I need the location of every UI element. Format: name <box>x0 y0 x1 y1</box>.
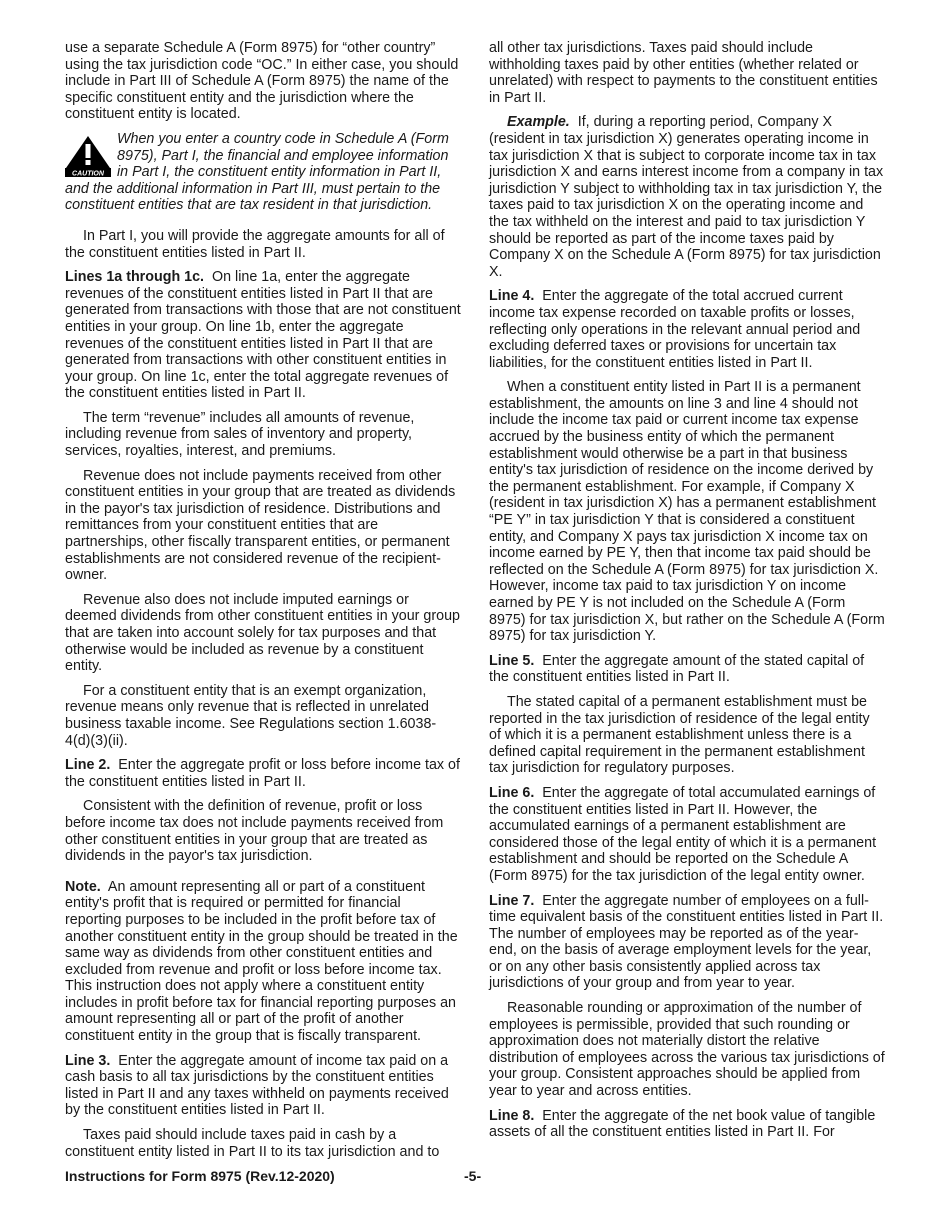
note-heading: Note. <box>65 878 101 895</box>
paragraph: Taxes paid should include taxes paid in cash by a constituent entity listed in Part II to its tax jurisdiction and to <box>65 1127 440 1160</box>
paragraph: Reasonable rounding or approximation of the number of employees is permissible, provided that such rounding or approximation does not materially distort the relative distribution of employees across the various tax jurisdictions of your group. Consistent approaches should be applied from year to year and across entities. <box>489 1000 885 1100</box>
paragraph: Revenue does not include payments received from other constituent entities in your group that are treated as dividends in the payor's tax jurisdiction of residence. Distributions and remittances from your constituent entities that are partnerships, other fiscally transparent entities, or permanent establishments are not considered revenue of the recipient-owner. <box>65 467 456 584</box>
section-heading: Line 8. <box>489 1107 535 1124</box>
section-text: Enter the aggregate of the total accrued current income tax expense recorded on taxable profits or losses, reflecting only operations in the relevant annual period and excluding deferred taxes or provisions for uncertain tax liabilities, for the constituent entities listed in Part II. <box>489 288 861 371</box>
section-heading: Line 6. <box>489 784 535 801</box>
paragraph: The term “revenue” includes all amounts of revenue, including revenue from sales of inventory and property, services, royalties, interest, and premiums. <box>65 409 415 460</box>
section-heading: Line 3. <box>65 1052 111 1069</box>
footer-title: Instructions for Form 8975 (Rev.12-2020) <box>65 1168 335 1184</box>
example-text: If, during a reporting period, Company X (resident in tax jurisdiction X) generates operating income in tax jurisdiction X that is subject to corporate income tax in tax jurisdiction X and earns interest income from a company in tax jurisdiction Y subject to withholding tax in tax jurisdiction Y, the taxes paid to tax jurisdiction X on the operating income and the tax withheld on the interest and paid to tax jurisdiction Y should be reported as part of the income taxes paid by Company X on the Schedule A (Form 8975) for tax jurisdiction X. <box>489 114 884 280</box>
paragraph: Revenue also does not include imputed earnings or deemed dividends from other constituent entities in your group that are taken into account solely for tax purposes and that otherwise would be included as revenue by a constituent entity. <box>65 591 460 675</box>
section-text: Enter the aggregate number of employees on a full-time equivalent basis of the constituent entities listed in Part II. The number of employees may be reported as of the year-end, on the basis of average employment levels for the year, or on any other basis consistently applied across tax jurisdictions of your group and from year to year. <box>489 892 884 992</box>
note-text: An amount representing all or part of a constituent entity's profit that is required or permitted for financial reporting purposes to be included in the profit before tax of another constituent entity in the group should be treated in the same way as dividends from other constituent entities and excluded from revenue and profit or loss before income tax. This instruction does not apply where a constituent entity includes in profit before tax for financial reporting purposes an amount representing all or part of the profit of another constituent entity in the group that is fiscally transparent. <box>65 878 458 1045</box>
paragraph: all other tax jurisdictions. Taxes paid should include withholding taxes paid by other entities (whether related or unrelated) with respect to payments to the constituent entities in Part II. <box>489 40 878 106</box>
note <box>65 879 461 1045</box>
section-heading: Line 7. <box>489 892 535 909</box>
example-heading: Example. <box>507 114 570 131</box>
paragraph: Consistent with the definition of revenue, profit or loss before income tax does not include payments received from other constituent entities in your group that are treated as dividends in the payor's tax jurisdiction. <box>65 798 444 865</box>
paragraph: use a separate Schedule A (Form 8975) for “other country” using the tax jurisdiction code “OC.” In either case, you should include in Part III of Schedule A (Form 8975) the name of the specific constituent entity and the jurisdiction where the constituent entity is located. <box>65 40 459 123</box>
page-number: -5- <box>464 1168 482 1184</box>
right-column <box>489 40 885 1149</box>
section-text: On line 1a, enter the aggregate revenues of the constituent entities listed in Part II that are generated from transactions with those that are not constituent entities in your group. On line 1b, enter the aggregate revenues of the constituent entities listed in Part II that are generated from transactions with other constituent entities in your group. On line 1c, enter the total aggregate revenues of the constituent entities listed in Part II. <box>65 269 461 402</box>
section-heading: Line 5. <box>489 652 535 669</box>
section-line-5 <box>489 653 885 686</box>
paragraph: When a constituent entity listed in Part II is a permanent establishment, the amounts on line 3 and line 4 should not include the income tax paid or current income tax expense accrued by the business entity of which the permanent establishment would otherwise be a part in that business entity's tax jurisdiction of residence on the income derived by the permanent establishment. For example, if Company X (resident in tax jurisdiction X) has a permanent establishment “PE Y” in tax jurisdiction Y that is considered a constituent entity, and Company X pays tax jurisdiction X income tax on income earned by PE Y, then that income tax paid should be reflected on the Schedule A (Form 8975) for tax jurisdiction X. However, income tax paid to tax jurisdiction Y on income earned by PE Y is not included on the Schedule A (Form 8975) for tax jurisdiction X, but rather on the Schedule A (Form 8975) for tax jurisdiction Y. <box>489 379 885 645</box>
section-line-3 <box>65 1053 461 1119</box>
paragraph: In Part I, you will provide the aggregate amounts for all of the constituent entities listed in Part II. <box>65 227 445 261</box>
section-text: Enter the aggregate profit or loss before income tax of the constituent entities listed in Part II. <box>65 757 460 790</box>
section-line-7 <box>489 893 885 993</box>
section-line-8 <box>489 1108 885 1141</box>
caution-note <box>65 131 461 214</box>
section-text: Enter the aggregate amount of income tax paid on a cash basis to all tax jurisdictions by the constituent entities listed in Part II and any taxes withheld on payments received by the constituent entities listed in Part II. <box>65 1052 449 1119</box>
example <box>489 114 885 280</box>
section-lines-1a-1c <box>65 269 461 402</box>
caution-label: CAUTION <box>72 170 104 177</box>
section-text: Enter the aggregate of the net book value of tangible assets of all the constituent entities listed in Part II. For <box>489 1107 876 1141</box>
section-text: Enter the aggregate amount of the stated capital of the constituent entities listed in Part II. <box>489 652 865 686</box>
section-heading: Lines 1a through 1c. <box>65 269 205 286</box>
section-line-2 <box>65 757 461 790</box>
section-heading: Line 2. <box>65 757 111 774</box>
section-line-6 <box>489 785 885 885</box>
caution-text: When you enter a country code in Schedule A (Form 8975), Part I, the financial and employee information in Part I, the constituent entity information in Part II, and the additional information in Part III, must pertain to the constituent entities that are tax resident in that jurisdiction. <box>65 130 449 214</box>
left-column <box>65 40 461 1168</box>
paragraph: For a constituent entity that is an exempt organization, revenue means only revenue that is reflected in unrelated business taxable income. See Regulations section 1.6038-4(d)(3)(ii). <box>65 682 437 749</box>
caution-icon <box>65 135 111 177</box>
section-text: Enter the aggregate of total accumulated earnings of the constituent entities listed in Part II. However, the accumulated earnings of a permanent establishment are considered those of the legal entity of which it is a permanent establishment and should be reported on the Schedule A (Form 8975) for the tax jurisdiction of the legal entity owner. <box>489 784 877 884</box>
section-heading: Line 4. <box>489 288 535 305</box>
paragraph: The stated capital of a permanent establishment must be reported in the tax jurisdiction of residence of the legal entity of which it is a permanent establishment unless there is a defined capital requirement in the permanent establishment tax jurisdiction for regulatory purposes. <box>489 693 870 777</box>
section-line-4 <box>489 288 885 371</box>
